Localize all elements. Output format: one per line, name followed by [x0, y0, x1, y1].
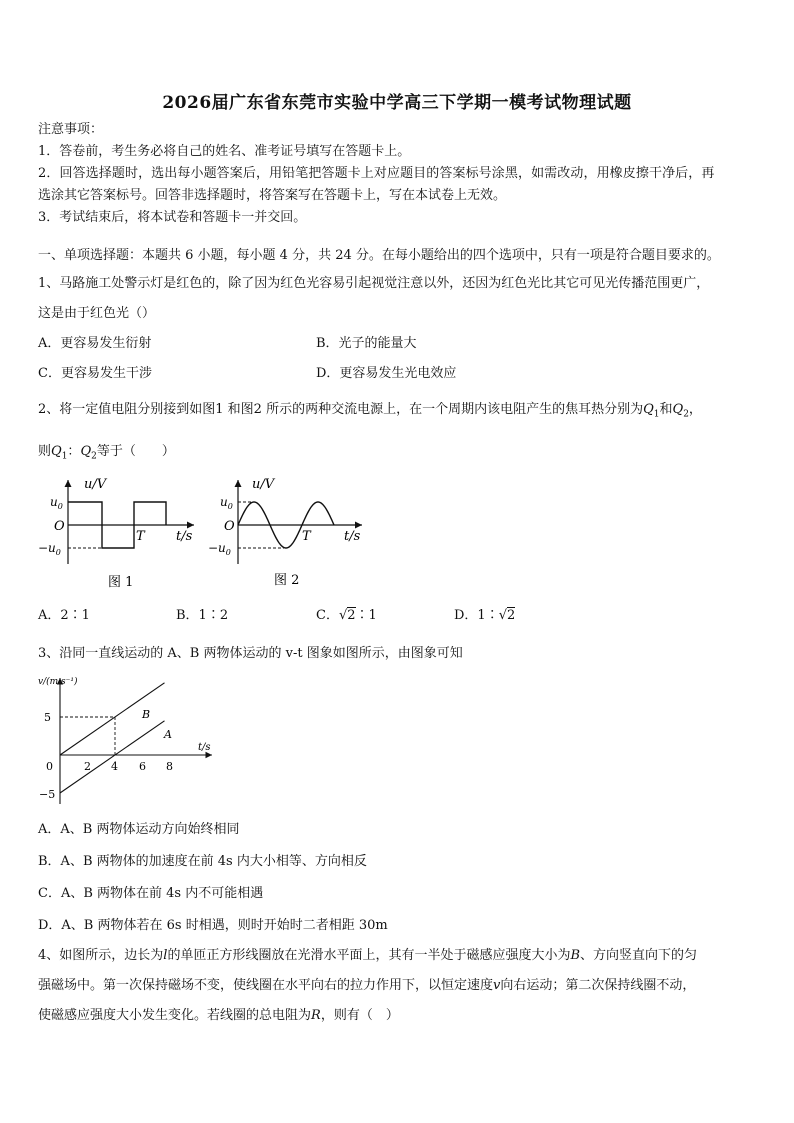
figure-1-square-wave [36, 474, 216, 594]
fig3-label-a: A [164, 728, 172, 741]
fig1-ylabel: u/V [84, 477, 107, 492]
fig1-neg-u0: $-u_0$ [38, 541, 61, 557]
fig1-caption: 图 1 [108, 575, 134, 590]
question-1-option-a: A．更容易发生衍射 [38, 336, 152, 351]
fig2-t: t/s [344, 529, 361, 544]
question-2-line-1: 2、将一定值电阻分别接到如图1 和图2 所示的两种交流电源上，在一个周期内该电阻产生的焦耳热分别为$Q_1$和$Q_2$， [38, 402, 702, 420]
question-4-line-1: 4、如图所示，边长为l的单匝正方形线圈放在光滑水平面上，其有一半处于磁感应强度大小为B、方向竖直向下的匀 [38, 948, 698, 963]
question-3-option-d: D．A、B 两物体若在 6s 时相遇，则时开始时二者相距 30m [38, 918, 388, 933]
notice-item-3: 3．考试结束后，将本试卷和答题卡一并交回。 [38, 210, 307, 225]
question-3-option-c: C．A、B 两物体在前 4s 内不可能相遇 [38, 886, 264, 901]
fig3-label-b: B [142, 708, 151, 721]
fig2-caption: 图 2 [274, 573, 300, 588]
question-1-option-b: B．光子的能量大 [316, 336, 417, 351]
fig3-x4: 4 [111, 760, 118, 773]
fig3-x8: 8 [166, 760, 173, 773]
figure-3-vt-graph [36, 672, 226, 808]
notice-item-2: 2．回答选择题时，选出每小题答案后，用铅笔把答题卡上对应题目的答案标号涂黑，如需改动，用橡皮擦干净后，再 [38, 166, 715, 181]
fig1-u0: $u_0$ [50, 495, 63, 511]
question-2-option-d: D．1∶√2 [454, 608, 516, 623]
question-3-option-b: B．A、B 两物体的加速度在前 4s 内大小相等、方向相反 [38, 854, 367, 869]
question-1-line-2: 这是由于红色光（） [38, 306, 156, 321]
fig1-origin: O [54, 519, 65, 534]
fig3-xlabel: t/s [198, 742, 211, 753]
question-3-option-a: A．A、B 两物体运动方向始终相同 [38, 822, 240, 837]
sqrt-icon: √ [338, 608, 348, 623]
notice-item-2-cont: 选涂其它答案标号。回答非选择题时，将答案写在答题卡上，写在本试卷上无效。 [38, 188, 507, 203]
fig3-y5: 5 [44, 711, 51, 724]
fig3-x2: 2 [84, 760, 91, 773]
section-heading: 一、单项选择题：本题共 6 小题，每小题 4 分，共 24 分。在每小题给出的四个选项中，只有一项是符合题目要求的。 [38, 248, 720, 263]
fig1-t: t/s [176, 529, 193, 544]
fig1-T: T [136, 529, 145, 544]
question-4-line-2: 强磁场中。第一次保持磁场不变，使线圈在水平向右的拉力作用下，以恒定速度v向右运动；第二次保持线圈不动， [38, 978, 696, 993]
question-1-option-c: C．更容易发生干涉 [38, 366, 152, 381]
question-2-option-b: B．1∶2 [176, 608, 229, 623]
question-2-option-a: A．2∶1 [38, 608, 90, 623]
fig2-neg-u0: $-u_0$ [208, 541, 231, 557]
question-1-option-d: D．更容易发生光电效应 [316, 366, 457, 381]
fig3-ylabel: v/(m·s⁻¹) [38, 677, 78, 687]
fig3-x6: 6 [139, 760, 146, 773]
question-2-option-c: C．√2∶1 [316, 608, 377, 623]
notice-heading: 注意事项： [38, 122, 104, 137]
fig3-yneg5: −5 [39, 788, 56, 801]
page-title: 2026届广东省东莞市实验中学高三下学期一模考试物理试题 [162, 93, 632, 113]
fig3-x0: 0 [46, 760, 53, 773]
fig2-u0: $u_0$ [220, 495, 233, 511]
question-3-line-1: 3、沿同一直线运动的 A、B 两物体运动的 v-t 图象如图所示，由图象可知 [38, 646, 463, 661]
sqrt-icon: √ [498, 608, 507, 623]
fig2-T: T [302, 529, 311, 544]
fig2-origin: O [224, 519, 235, 534]
notice-item-1: 1．答卷前，考生务必将自己的姓名、准考证号填写在答题卡上。 [38, 144, 411, 159]
question-4-line-3: 使磁感应强度大小发生变化。若线圈的总电阻为R，则有（ ） [38, 1008, 399, 1023]
question-2-line-2: 则$Q_1$：$Q_2$等于（ ） [38, 444, 175, 462]
fig2-ylabel: u/V [252, 477, 275, 492]
figure-2-sine-wave [206, 474, 376, 594]
question-1-line-1: 1、马路施工处警示灯是红色的，除了因为红色光容易引起视觉注意以外，还因为红色光比其它可见光传播范围更广， [38, 276, 710, 291]
